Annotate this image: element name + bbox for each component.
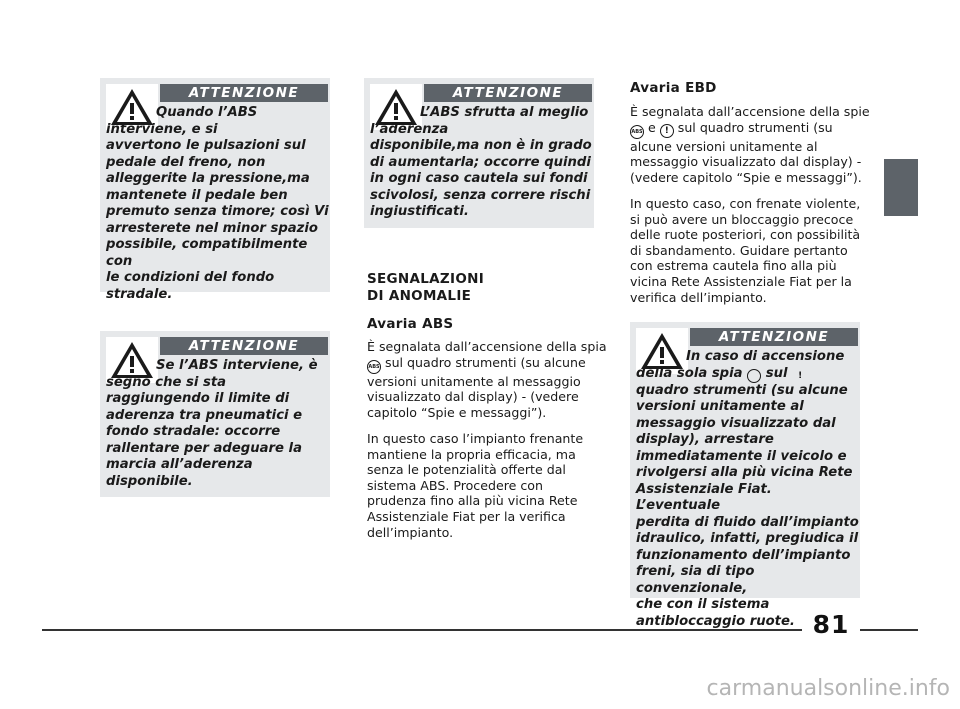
warning-banner: ATTENZIONE: [160, 337, 328, 355]
warning-banner: ATTENZIONE: [690, 328, 858, 346]
warning-text: Se l’ABS interviene, è segno che si sta raggiungendo il limite di aderenza tra pneumatici e fondo stradale: occorre rallentare per adeguare la marcia all’aderenza disponibile.: [106, 358, 318, 489]
brake-warning-lamp-icon: !: [660, 124, 674, 138]
chapter-tab-marker: [884, 159, 918, 216]
warning-text: In caso di accensione della sola spia ! sul quadro strumenti (su alcune versioni unitamente al messaggio visualizzato dal display), arrestare immediatamente il veicolo e rivolgersi alla più vicina Rete Assistenziale Fiat. L’eventuale perdita di fluido dall’impianto idraulico, infatti, pregiudica il funzionamento dell’impianto freni, sia di tipo convenzionale, che con il sistema antibloccaggio ruote.: [636, 349, 859, 629]
watermark: carmanualsonline.info: [706, 676, 950, 701]
footer-rule-right: [860, 629, 918, 631]
warning-text: L’ABS sfrutta al meglio l’aderenza disponibile,ma non è in grado di aumentarla; occorre quindi in ogni caso cautela sui fondi scivolosi, senza correre rischi ingiustificati.: [370, 105, 592, 219]
abs-fault-paragraph-1: È segnalata dall’accensione della spia ABS sul quadro strumenti (su alcune versioni unitamente al messaggio visualizzato dal display) - (vedere capitolo “Spie e messaggi”).: [367, 339, 607, 420]
brake-warning-lamp-icon: !: [747, 369, 761, 383]
warning-box-abs-limit: [100, 331, 330, 497]
abs-warning-lamp-icon: ABS: [630, 125, 644, 139]
footer-rule-left: [42, 629, 802, 631]
ebd-fault-paragraph-1: È segnalata dall’accensione della spie ABS e ! sul quadro strumenti (su alcune versioni unitamente al messaggio visualizzato dal display) - (vedere capitolo “Spie e messaggi”).: [630, 104, 870, 185]
section-heading: SEGNALAZIONI DI ANOMALIE: [367, 271, 485, 304]
warning-banner: ATTENZIONE: [424, 84, 592, 102]
warning-text: Quando l’ABS interviene, e si avvertono le pulsazioni sul pedale del freno, non alleggerite la pressione,ma mantenete il pedale ben premuto senza timore; così Vi arresterete nel minor spazio possibile, compatibilmente con le condizioni del fondo stradale.: [106, 105, 329, 302]
warning-box-abs-pulsation: [100, 78, 330, 302]
abs-warning-lamp-icon: ABS: [367, 360, 381, 374]
page-number: 81: [812, 610, 850, 639]
abs-fault-paragraph-2: In questo caso l’impianto frenante mantiene la propria efficacia, ma senza le potenzialità offerte dal sistema ABS. Procedere con prudenza fino alla più vicina Rete Assistenziale Fiat per la verifica dell’impianto.: [367, 431, 584, 540]
warning-box-abs-adherence: [364, 78, 594, 228]
ebd-fault-paragraph-2: In questo caso, con frenate violente, si può avere un bloccaggio precoce delle ruote posteriori, con possibilità di sbandamento. Guidare pertanto con estrema cautela fino alla più vicina Rete Assistenziale Fiat per la verifica dell’impianto.: [630, 196, 861, 305]
ebd-fault-heading: Avaria EBD: [630, 80, 717, 96]
warning-banner: ATTENZIONE: [160, 84, 328, 102]
abs-fault-heading: Avaria ABS: [367, 316, 454, 332]
